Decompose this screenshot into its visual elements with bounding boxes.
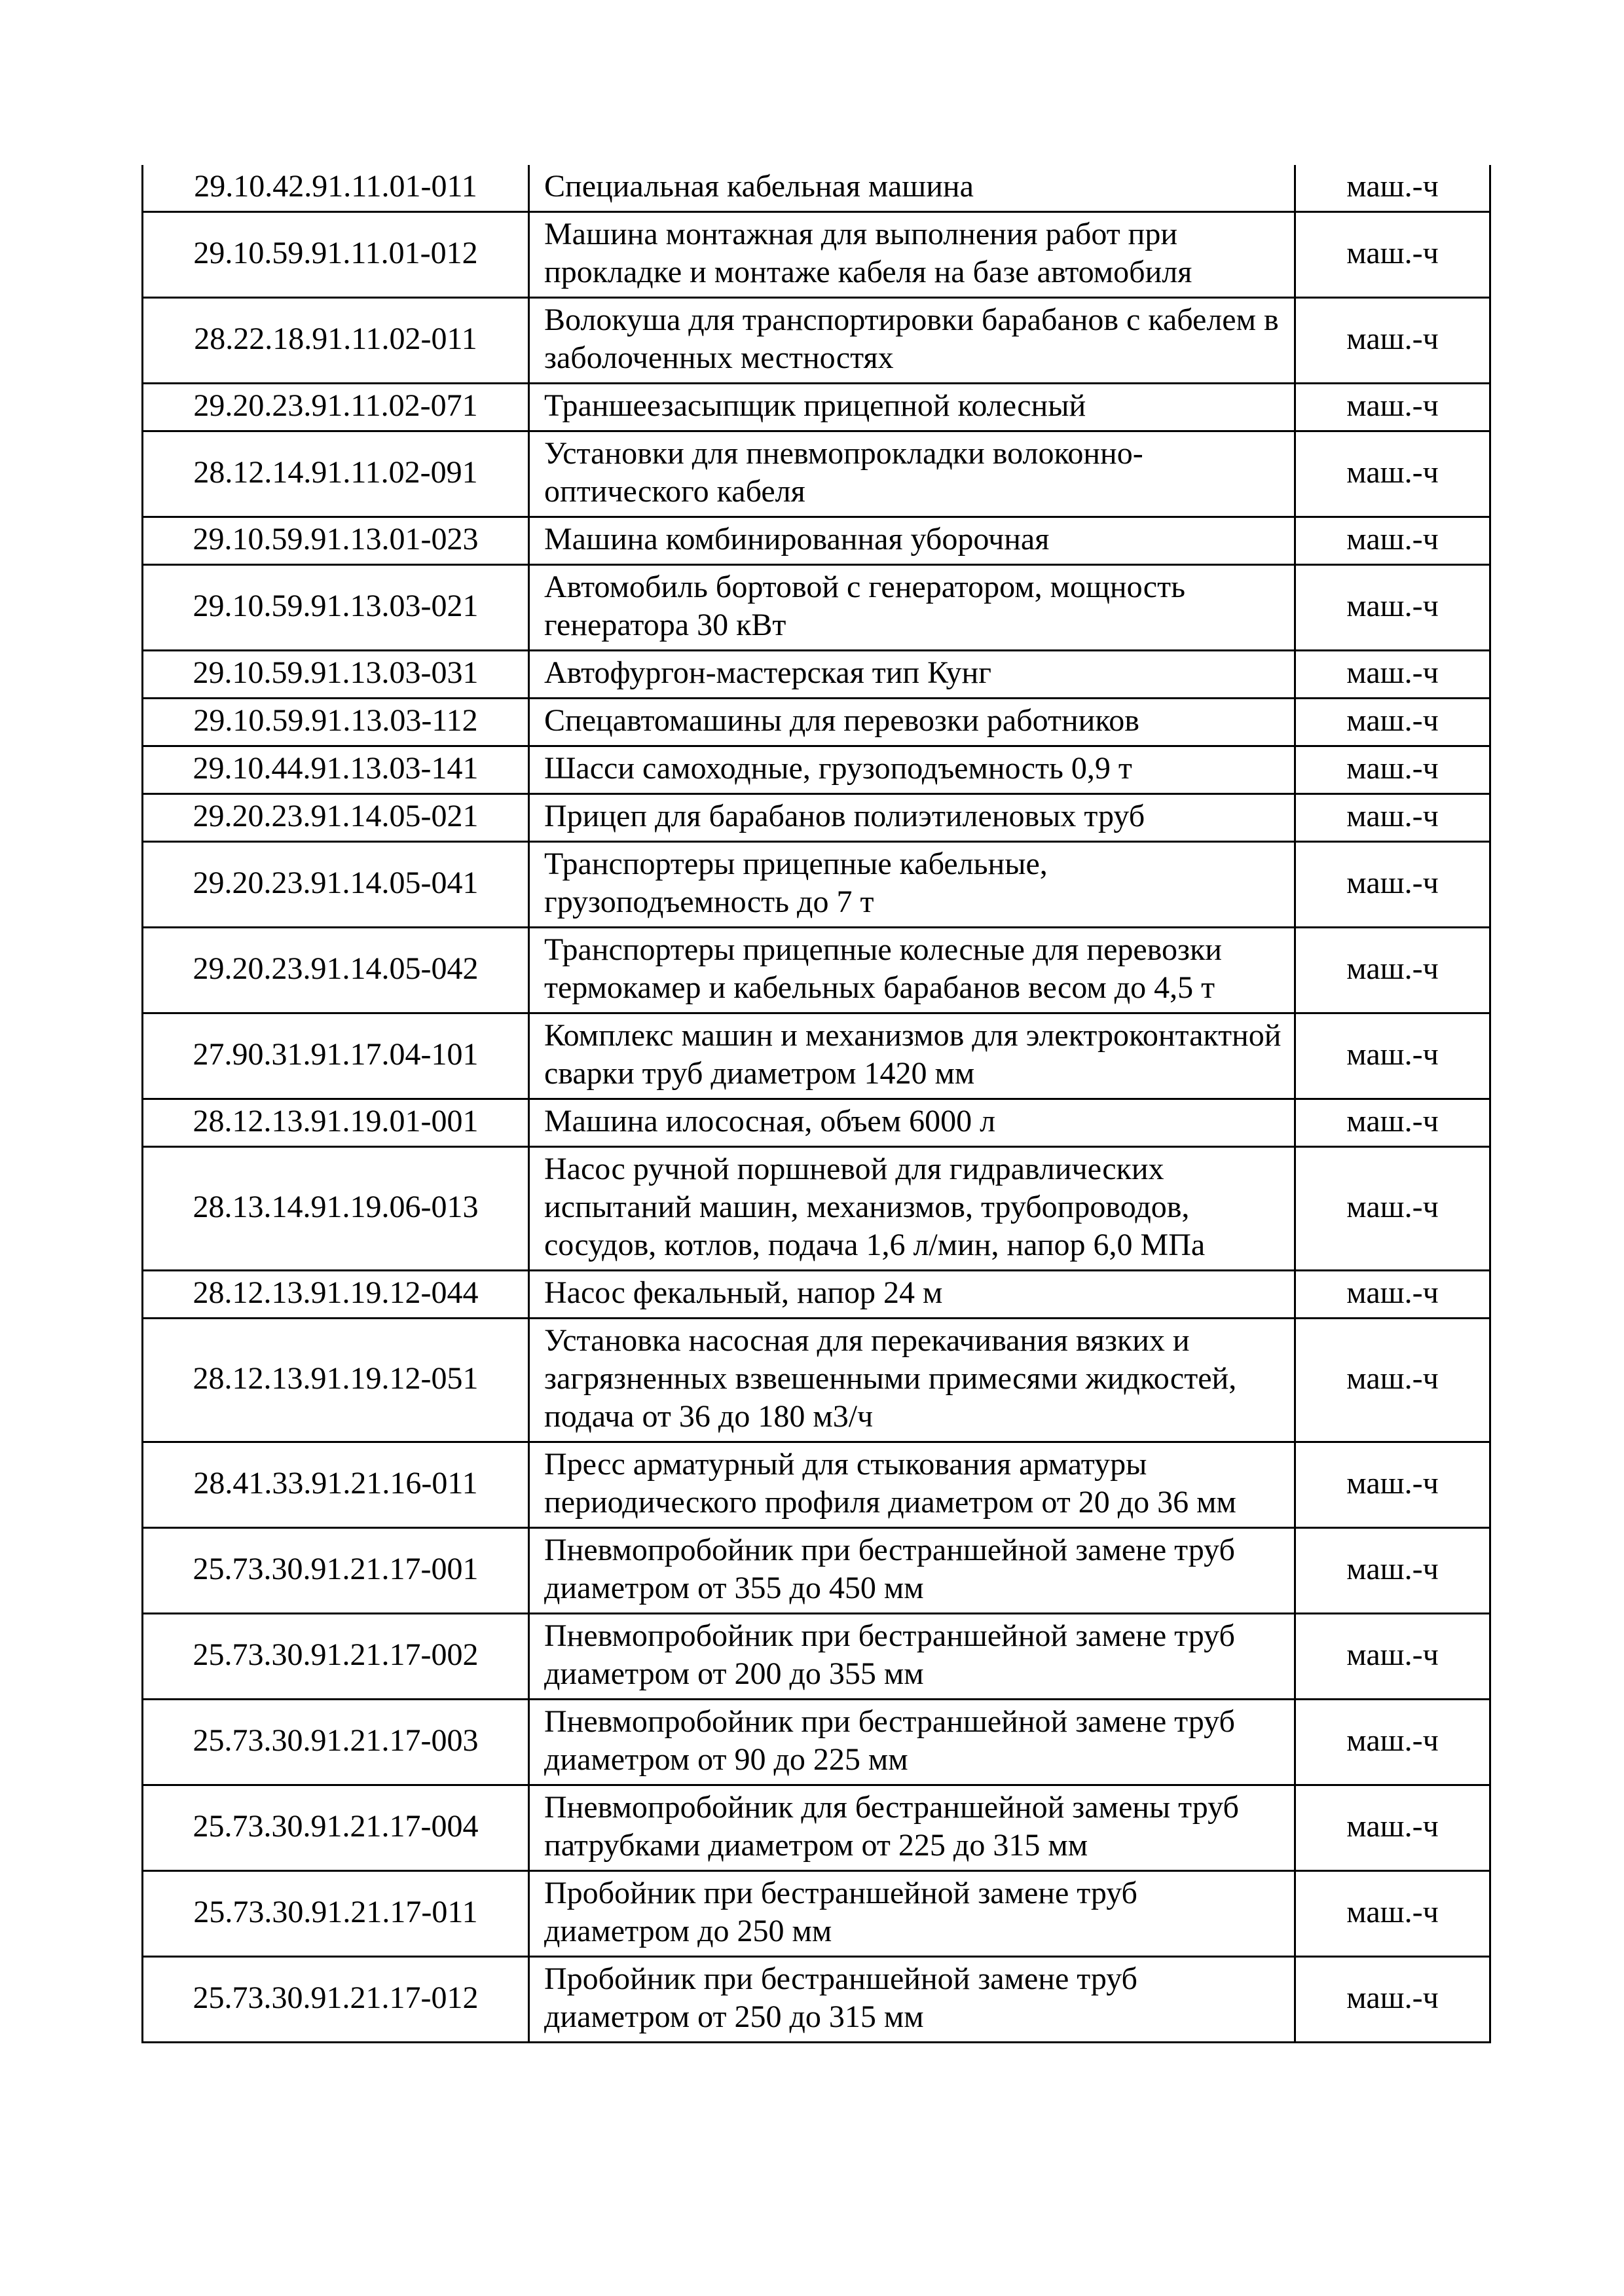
table-row <box>143 1319 1490 1442</box>
table-row <box>143 1700 1490 1785</box>
resource-name-cell: Машина комбинированная уборочная <box>529 517 1295 565</box>
unit-cell: маш.-ч <box>1295 842 1490 928</box>
unit-cell: маш.-ч <box>1295 431 1490 517</box>
resource-code-cell: 25.73.30.91.21.17-012 <box>143 1957 529 2043</box>
resource-code-cell: 29.10.59.91.13.03-112 <box>143 699 529 746</box>
resource-name-cell: Пробойник при бестраншейной замене труб диаметром до 250 мм <box>529 1871 1295 1957</box>
resource-code-cell: 28.41.33.91.21.16-011 <box>143 1442 529 1528</box>
resource-code-cell: 29.20.23.91.11.02-071 <box>143 384 529 431</box>
unit-cell: маш.-ч <box>1295 1271 1490 1319</box>
table-row <box>143 1871 1490 1957</box>
resource-name-cell: Машина илососная, объем 6000 л <box>529 1099 1295 1147</box>
resource-name-cell: Комплекс машин и механизмов для электроконтактной сварки труб диаметром 1420 мм <box>529 1013 1295 1099</box>
table-row <box>143 1013 1490 1099</box>
resource-code-cell: 28.13.14.91.19.06-013 <box>143 1147 529 1271</box>
table-row <box>143 928 1490 1013</box>
unit-cell: маш.-ч <box>1295 1319 1490 1442</box>
resource-name-cell: Пневмопробойник при бестраншейной замене труб диаметром от 200 до 355 мм <box>529 1614 1295 1700</box>
resource-name-cell: Пневмопробойник при бестраншейной замене труб диаметром от 355 до 450 мм <box>529 1528 1295 1614</box>
resource-code-cell: 28.12.13.91.19.12-051 <box>143 1319 529 1442</box>
resource-name-cell: Транспортеры прицепные кабельные, грузоподъемность до 7 т <box>529 842 1295 928</box>
resource-name-cell: Насос ручной поршневой для гидравлических испытаний машин, механизмов, трубопроводов, сосудов, котлов, подача 1,6 л/мин, напор 6,0 МПа <box>529 1147 1295 1271</box>
unit-cell: маш.-ч <box>1295 1099 1490 1147</box>
unit-cell: маш.-ч <box>1295 517 1490 565</box>
unit-cell: маш.-ч <box>1295 794 1490 842</box>
machinery-table <box>141 165 1491 2043</box>
table-row <box>143 384 1490 431</box>
resource-code-cell: 28.22.18.91.11.02-011 <box>143 298 529 384</box>
resource-code-cell: 29.10.59.91.13.01-023 <box>143 517 529 565</box>
table-row <box>143 517 1490 565</box>
resource-code-cell: 29.20.23.91.14.05-041 <box>143 842 529 928</box>
resource-code-cell: 29.10.42.91.11.01-011 <box>143 165 529 212</box>
unit-cell: маш.-ч <box>1295 1528 1490 1614</box>
table-row <box>143 651 1490 699</box>
resource-code-cell: 25.73.30.91.21.17-004 <box>143 1785 529 1871</box>
unit-cell: маш.-ч <box>1295 1614 1490 1700</box>
resource-name-cell: Машина монтажная для выполнения работ при прокладке и монтаже кабеля на базе автомобиля <box>529 212 1295 298</box>
table-row <box>143 842 1490 928</box>
unit-cell: маш.-ч <box>1295 1700 1490 1785</box>
resource-name-cell: Установки для пневмопрокладки волоконно-оптического кабеля <box>529 431 1295 517</box>
resource-name-cell: Установка насосная для перекачивания вязких и загрязненных взвешенными примесями жидкостей, подача от 36 до 180 м3/ч <box>529 1319 1295 1442</box>
resource-name-cell: Прицеп для барабанов полиэтиленовых труб <box>529 794 1295 842</box>
resource-name-cell: Спецавтомашины для перевозки работников <box>529 699 1295 746</box>
unit-cell: маш.-ч <box>1295 746 1490 794</box>
table-row <box>143 1099 1490 1147</box>
resource-name-cell: Шасси самоходные, грузоподъемность 0,9 т <box>529 746 1295 794</box>
resource-name-cell: Пробойник при бестраншейной замене труб диаметром от 250 до 315 мм <box>529 1957 1295 2043</box>
resource-name-cell: Волокуша для транспортировки барабанов с кабелем в заболоченных местностях <box>529 298 1295 384</box>
table-row <box>143 565 1490 651</box>
table-row <box>143 431 1490 517</box>
resource-code-cell: 25.73.30.91.21.17-003 <box>143 1700 529 1785</box>
table-row <box>143 212 1490 298</box>
resource-code-cell: 29.10.44.91.13.03-141 <box>143 746 529 794</box>
table-row <box>143 1528 1490 1614</box>
table-row <box>143 1785 1490 1871</box>
table-row <box>143 1147 1490 1271</box>
unit-cell: маш.-ч <box>1295 1442 1490 1528</box>
table-row <box>143 1957 1490 2043</box>
unit-cell: маш.-ч <box>1295 928 1490 1013</box>
resource-code-cell: 25.73.30.91.21.17-001 <box>143 1528 529 1614</box>
resource-name-cell: Автофургон-мастерская тип Кунг <box>529 651 1295 699</box>
table-row <box>143 746 1490 794</box>
unit-cell: маш.-ч <box>1295 651 1490 699</box>
table-row <box>143 699 1490 746</box>
unit-cell: маш.-ч <box>1295 165 1490 212</box>
resource-name-cell: Пневмопробойник при бестраншейной замене труб диаметром от 90 до 225 мм <box>529 1700 1295 1785</box>
resource-code-cell: 29.10.59.91.13.03-031 <box>143 651 529 699</box>
resource-name-cell: Автомобиль бортовой с генератором, мощность генератора 30 кВт <box>529 565 1295 651</box>
table-row <box>143 1271 1490 1319</box>
resource-code-cell: 29.20.23.91.14.05-042 <box>143 928 529 1013</box>
resource-code-cell: 29.20.23.91.14.05-021 <box>143 794 529 842</box>
resource-name-cell: Пресс арматурный для стыкования арматуры периодического профиля диаметром от 20 до 36 мм <box>529 1442 1295 1528</box>
unit-cell: маш.-ч <box>1295 384 1490 431</box>
resource-name-cell: Траншеезасыпщик прицепной колесный <box>529 384 1295 431</box>
resource-name-cell: Насос фекальный, напор 24 м <box>529 1271 1295 1319</box>
table-row <box>143 1442 1490 1528</box>
resource-code-cell: 29.10.59.91.13.03-021 <box>143 565 529 651</box>
resource-name-cell: Пневмопробойник для бестраншейной замены труб патрубками диаметром от 225 до 315 мм <box>529 1785 1295 1871</box>
resource-code-cell: 25.73.30.91.21.17-002 <box>143 1614 529 1700</box>
table-row <box>143 794 1490 842</box>
resource-code-cell: 27.90.31.91.17.04-101 <box>143 1013 529 1099</box>
unit-cell: маш.-ч <box>1295 1957 1490 2043</box>
resource-code-cell: 25.73.30.91.21.17-011 <box>143 1871 529 1957</box>
table-body <box>143 165 1490 2043</box>
resource-code-cell: 29.10.59.91.11.01-012 <box>143 212 529 298</box>
table-row <box>143 165 1490 212</box>
resource-code-cell: 28.12.14.91.11.02-091 <box>143 431 529 517</box>
unit-cell: маш.-ч <box>1295 699 1490 746</box>
table-row <box>143 1614 1490 1700</box>
unit-cell: маш.-ч <box>1295 1871 1490 1957</box>
unit-cell: маш.-ч <box>1295 298 1490 384</box>
resource-name-cell: Транспортеры прицепные колесные для перевозки термокамер и кабельных барабанов весом до 4,5 т <box>529 928 1295 1013</box>
table-row <box>143 298 1490 384</box>
unit-cell: маш.-ч <box>1295 212 1490 298</box>
resource-code-cell: 28.12.13.91.19.01-001 <box>143 1099 529 1147</box>
unit-cell: маш.-ч <box>1295 1785 1490 1871</box>
unit-cell: маш.-ч <box>1295 565 1490 651</box>
unit-cell: маш.-ч <box>1295 1013 1490 1099</box>
resource-code-cell: 28.12.13.91.19.12-044 <box>143 1271 529 1319</box>
unit-cell: маш.-ч <box>1295 1147 1490 1271</box>
resource-name-cell: Специальная кабельная машина <box>529 165 1295 212</box>
